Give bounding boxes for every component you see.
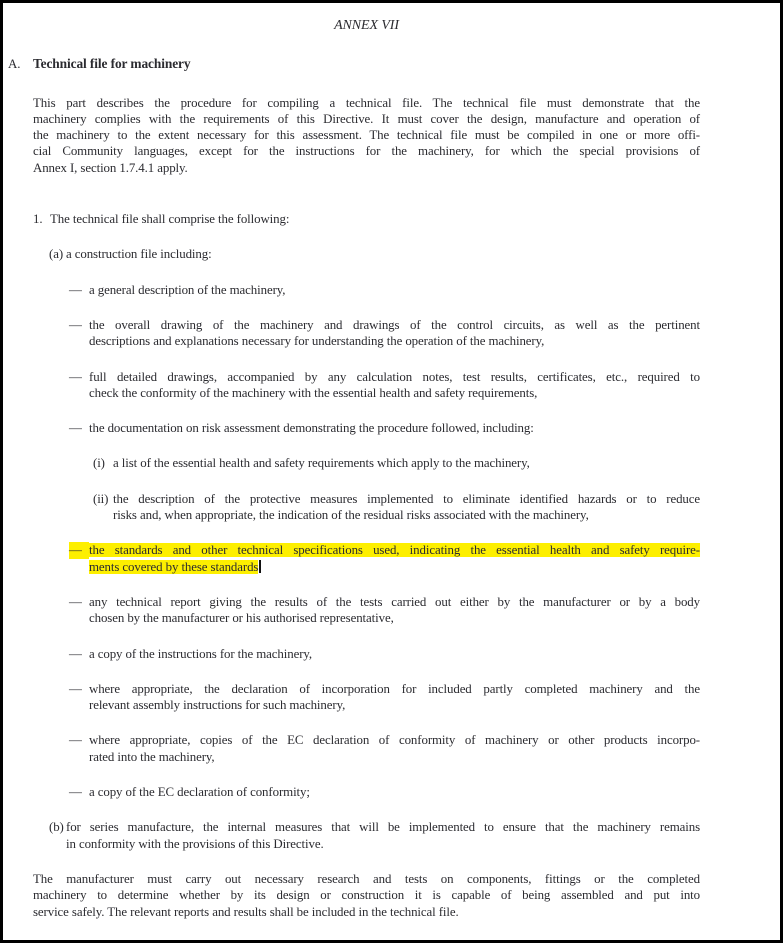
text-line (89, 542, 700, 558)
text-line: the description of the protective measures implemented to eliminate identified hazards or to reduce (113, 491, 700, 506)
list-item (33, 211, 700, 227)
text-line: service safely. The relevant reports and results shall be included in the technical file. (33, 904, 459, 919)
item-text (66, 246, 700, 262)
bullet-label: — (69, 594, 82, 609)
item-text (89, 646, 700, 662)
text-line: machinery complies with the requirements of this Directive. It must cover the design, manufacture and operation of (33, 111, 700, 126)
page-title: ANNEX VII (334, 18, 399, 33)
text-line: The technical file shall comprise the following: (50, 212, 290, 227)
bullet-label: — (69, 681, 82, 696)
text-line: any technical report giving the results of the tests carried out either by the manufacturer or by a body (89, 594, 700, 609)
bullet-label: — (69, 421, 82, 436)
item-text (89, 784, 700, 800)
document-body-list (33, 211, 700, 852)
item-text (89, 369, 700, 402)
bullet-label: (a) (49, 247, 64, 262)
list-item (69, 369, 700, 402)
text-line: where appropriate, copies of the EC declaration of conformity of machinery or other products incorpo- (89, 733, 700, 748)
item-text (113, 491, 700, 524)
list-item (69, 282, 700, 298)
text-line: risks and, when appropriate, the indication of the residual risks associated with the machinery, (113, 508, 589, 523)
list-item (69, 594, 700, 627)
item-text (89, 594, 700, 627)
text-line: the machinery to the extent necessary for this assessment. The technical file must be compiled in one or more offi- (33, 128, 700, 143)
text-line: machinery to determine whether by its design or construction it is capable of being assembled and put into (33, 888, 700, 903)
bullet-label: — (69, 646, 82, 661)
bullet-label: — (69, 542, 89, 558)
intro-paragraph (33, 95, 700, 176)
bullet-label: — (69, 369, 82, 384)
list-item (49, 819, 700, 852)
text-line: check the conformity of the machinery with the essential health and safety requirements, (89, 385, 538, 400)
item-text (66, 819, 700, 852)
item-text (50, 211, 700, 227)
section-title: Technical file for machinery (33, 56, 191, 72)
bullet-label: (b) (49, 820, 64, 835)
list-item (93, 455, 700, 471)
text-line: descriptions and explanations necessary for understanding the operation of the machinery, (89, 334, 545, 349)
bullet-label: 1. (33, 212, 43, 227)
text-line: Annex I, section 1.7.4.1 apply. (33, 160, 188, 175)
list-item (69, 784, 700, 800)
item-text (89, 732, 700, 765)
text-line: This part describes the procedure for compiling a technical file. The technical file must demonstrate that the (33, 95, 700, 110)
text-line: where appropriate, the declaration of incorporation for included partly completed machinery and the (89, 681, 700, 696)
bullet-label: (ii) (93, 491, 109, 506)
text-cursor (259, 560, 261, 573)
list-item (69, 317, 700, 350)
item-text (89, 420, 700, 436)
list-item (49, 246, 700, 262)
text-line: the overall drawing of the machinery and drawings of the control circuits, as well as the pertinent (89, 317, 700, 332)
highlighted-text[interactable]: the standards and other technical specifications used, indicating the essential health and safety require- (89, 543, 700, 558)
item-text (89, 542, 700, 575)
closing-paragraph (33, 871, 700, 920)
list-item (69, 420, 700, 436)
text-line: relevant assembly instructions for such machinery, (89, 698, 346, 713)
text-line: chosen by the manufacturer or his authorised representative, (89, 611, 394, 626)
text-line: rated into the machinery, (89, 749, 215, 764)
text-line: in conformity with the provisions of this Directive. (66, 836, 324, 851)
bullet-label: — (69, 282, 82, 297)
list-item (69, 732, 700, 765)
text-line: a construction file including: (66, 247, 212, 262)
item-text (113, 455, 700, 471)
bullet-label: — (69, 317, 82, 332)
text-line: for series manufacture, the internal measures that will be implemented to ensure that the machinery remains (66, 820, 700, 835)
highlighted-list-item[interactable] (69, 542, 700, 575)
highlighted-text[interactable]: ments covered by these standards (89, 559, 259, 574)
bullet-label: — (69, 733, 82, 748)
list-item (69, 681, 700, 714)
text-line (89, 559, 700, 575)
bullet-label: (i) (93, 456, 105, 471)
text-line: cial Community languages, except for the instructions for the machinery, for which the special provisions of (33, 144, 700, 159)
section-heading (8, 56, 700, 72)
text-line: a general description of the machinery, (89, 282, 286, 297)
text-line: a copy of the EC declaration of conformity; (89, 785, 310, 800)
item-text (89, 282, 700, 298)
item-text (89, 681, 700, 714)
list-item (69, 646, 700, 662)
text-line: The manufacturer must carry out necessary research and tests on components, fittings or the completed (33, 871, 700, 886)
list-item (93, 491, 700, 524)
section-letter: A. (8, 57, 21, 72)
text-line: a copy of the instructions for the machinery, (89, 646, 313, 661)
item-text (89, 317, 700, 350)
bullet-label: — (69, 785, 82, 800)
text-line: full detailed drawings, accompanied by any calculation notes, test results, certificates, etc., required to (89, 369, 700, 384)
text-line: a list of the essential health and safety requirements which apply to the machinery, (113, 456, 530, 471)
text-line: the documentation on risk assessment demonstrating the procedure followed, including: (89, 421, 534, 436)
